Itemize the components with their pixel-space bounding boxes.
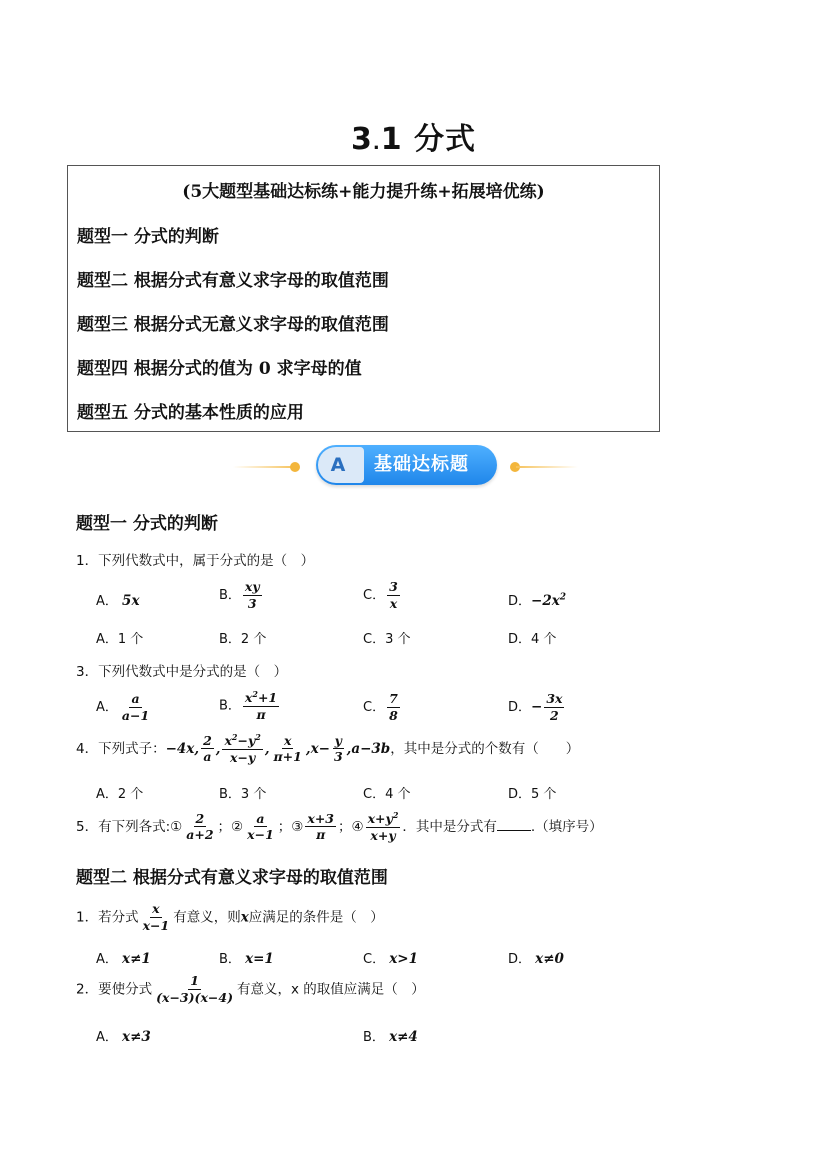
toc-box bbox=[67, 165, 660, 432]
document-title bbox=[0, 114, 827, 158]
fraction: $\frac{3}{x}$ bbox=[389, 579, 398, 611]
s2-q1-option-b: B． x=1 bbox=[219, 951, 274, 967]
q2-option-d: D．4 个 bbox=[508, 632, 557, 647]
banner-dot-left bbox=[290, 462, 300, 472]
title-rest: 1 分式 bbox=[380, 122, 477, 157]
toc-item-1: 题型一 分式的判断 bbox=[77, 227, 219, 247]
banner-line-right bbox=[516, 466, 578, 468]
answer-blank[interactable] bbox=[497, 819, 531, 831]
q1-option-b: B． $\frac{xy}{3}$ bbox=[219, 579, 260, 611]
q4-option-c: C．4 个 bbox=[363, 787, 411, 802]
q3-option-a: A． $\frac{a}{a-1}$ bbox=[96, 691, 150, 723]
s2-q1-option-a: A． x≠1 bbox=[96, 951, 151, 967]
banner-label: 基础达标题 bbox=[374, 454, 469, 475]
fraction: $\frac{xy}{3}$ bbox=[244, 579, 260, 611]
s2-question-2-stem: 2．要使分式 $\frac{1}{(x-3)(x-4)}$ 有意义，x 的取值应满足（ ） bbox=[76, 973, 425, 1005]
s2-q1-option-d: D． x≠0 bbox=[508, 951, 564, 967]
question-1-stem: 1．下列代数式中，属于分式的是（ ） bbox=[76, 553, 315, 569]
section-heading-1: 题型一 分式的判断 bbox=[76, 514, 218, 534]
q4-option-a: A．2 个 bbox=[96, 787, 144, 802]
banner-line-left bbox=[233, 466, 295, 468]
s2-q1-option-c: C． x>1 bbox=[363, 951, 418, 967]
q2-option-c: C．3 个 bbox=[363, 632, 411, 647]
q1-option-d: D．$-2x^2$ bbox=[508, 592, 567, 609]
q3-option-b: B． $\frac{x^2+1}{\pi}$ bbox=[219, 689, 278, 722]
q2-option-b: B．2 个 bbox=[219, 632, 267, 647]
question-4-stem: 4．下列式子：−4x, $\frac{2}{a}$ , $\frac{x^2-y^2}{x-y}$ , $\frac{x}{\pi+1}$ ,x− $\frac{y}{3}$ ,a−3b，其中是分式的个数有（ ） bbox=[76, 732, 580, 765]
q3-option-c: C． $\frac{7}{8}$ bbox=[363, 691, 398, 723]
s2-q2-option-a: A． x≠3 bbox=[96, 1029, 151, 1045]
title-dot: . bbox=[372, 133, 381, 154]
q1-option-c: C． $\frac{3}{x}$ bbox=[363, 579, 398, 611]
question-3-stem: 3．下列代数式中是分式的是（ ） bbox=[76, 664, 288, 680]
toc-subtitle: (5大题型基础达标练+能力提升练+拓展培优练) bbox=[182, 182, 545, 202]
q3-option-d: D．− $\frac{3x}{2}$ bbox=[508, 691, 563, 723]
banner-letter: A bbox=[330, 454, 346, 476]
toc-item-2: 题型二 根据分式有意义求字母的取值范围 bbox=[77, 271, 389, 291]
question-5-stem: 5．有下列各式:① $\frac{2}{a+2}$ ；② $\frac{a}{x-1}$ ；③ $\frac{x+3}{\pi}$ ；④ $\frac{x+y^2}{x+y}$ ．其中是分式有 .（填序号） bbox=[76, 810, 603, 843]
toc-item-5: 题型五 分式的基本性质的应用 bbox=[77, 403, 304, 423]
section-heading-2: 题型二 根据分式有意义求字母的取值范围 bbox=[76, 868, 388, 888]
title-number: 3 bbox=[350, 122, 373, 157]
q1-option-a: A． 5x bbox=[96, 593, 140, 609]
q4-option-d: D．5 个 bbox=[508, 787, 557, 802]
q4-option-b: B．3 个 bbox=[219, 787, 267, 802]
s2-q2-option-b: B． x≠4 bbox=[363, 1029, 418, 1045]
q2-option-a: A．1 个 bbox=[96, 632, 144, 647]
s2-question-1-stem: 1．若分式 $\frac{x}{x-1}$ 有意义，则x应满足的条件是（ ） bbox=[76, 901, 384, 933]
toc-item-3: 题型三 根据分式无意义求字母的取值范围 bbox=[77, 315, 389, 335]
toc-item-4: 题型四 根据分式的值为 0 求字母的值 bbox=[77, 359, 362, 379]
